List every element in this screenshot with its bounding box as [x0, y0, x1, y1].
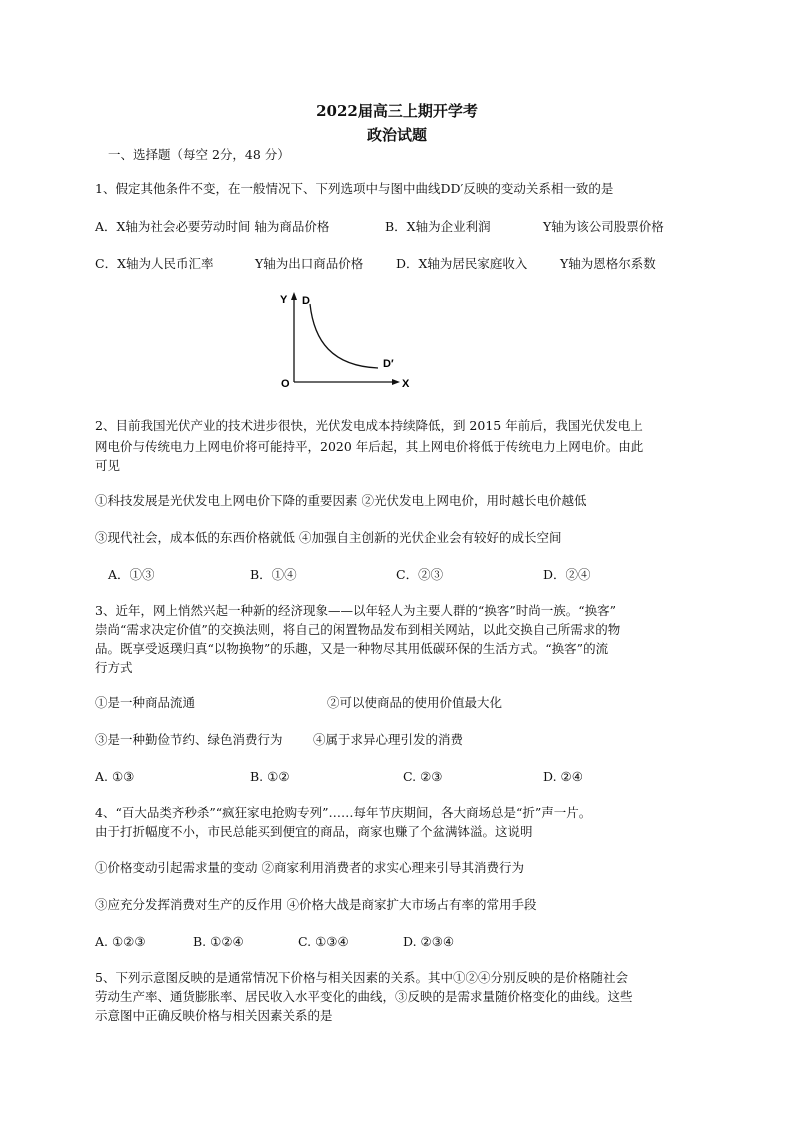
section-heading: 一、选择题（每空 2分，48 分）	[108, 147, 290, 162]
y-axis-label: Y	[280, 294, 288, 306]
question-2-stem-line-3: 可见	[95, 458, 121, 473]
question-4-statement-3-4: ③应充分发挥消费对生产的反作用 ④价格大战是商家扩大市场占有率的常用手段	[95, 897, 537, 912]
question-2-option-d: D．②④	[543, 567, 591, 582]
question-3-option-c: C. ②③	[403, 769, 443, 784]
question-2-option-a: A．①③	[108, 567, 155, 582]
question-3-stem-line-4: 行方式	[95, 660, 133, 675]
dd-curve	[310, 304, 378, 368]
question-4-option-a: A. ①②③	[95, 934, 146, 949]
question-3-stem-line-1: 3、近年，网上悄然兴起一种新的经济现象——以年轻人为主要人群的“换客”时尚一族。“换客”	[95, 603, 617, 618]
question-4-option-d: D. ②③④	[403, 934, 455, 949]
question-3-statement-1: ①是一种商品流通	[95, 695, 196, 710]
question-2-option-c: C．②③	[396, 567, 444, 582]
question-4-option-b: B. ①②④	[193, 934, 244, 949]
question-1-option-c-y: Y轴为出口商品价格	[255, 256, 364, 271]
question-2-statement-1-2: ①科技发展是光伏发电上网电价下降的重要因素 ②光伏发电上网电价，用时越长电价越低	[95, 493, 587, 508]
question-1-option-c: C．X轴为人民币汇率	[95, 256, 214, 271]
question-3-stem-line-2: 崇尚“需求决定价值”的交换法则，将自己的闲置物品发布到相关网站，以此交换自己所需求的物	[95, 622, 621, 637]
question-1-option-d-y: Y轴为恩格尔系数	[560, 256, 656, 271]
question-3-option-a: A. ①③	[95, 769, 135, 784]
question-3-statement-2: ②可以使商品的使用价值最大化	[327, 695, 503, 710]
question-2-stem-line-2: 网电价与传统电力上网电价将可能持平，2020 年后起，其上网电价将低于传统电力上网电价。由此	[95, 439, 644, 454]
curve-end-label: D′	[383, 358, 394, 370]
question-1-stem: 1、假定其他条件不变，在一般情况下、下列选项中与图中曲线DD′反映的变动关系相一致的是	[95, 181, 614, 196]
x-axis-arrow	[392, 379, 400, 385]
curve-start-label: D	[302, 295, 310, 307]
question-2-option-b: B．①④	[250, 567, 297, 582]
question-3-option-d: D. ②④	[543, 769, 583, 784]
x-axis-label: X	[402, 378, 410, 390]
question-2-stem-line-1: 2、目前我国光伏产业的技术进步很快，光伏发电成本持续降低，到 2015 年前后，我国光伏发电上	[95, 418, 643, 433]
question-5-stem-line-1: 5、下列示意图反映的是通常情况下价格与相关因素的关系。其中①②④分别反映的是价格随社会	[95, 970, 628, 985]
question-3-statement-4: ④属于求异心理引发的消费	[313, 732, 464, 747]
question-2-statement-3-4: ③现代社会，成本低的东西价格就低 ④加强自主创新的光伏企业会有较好的成长空间	[95, 530, 562, 545]
question-4-statement-1-2: ①价格变动引起需求量的变动 ②商家利用消费者的求实心理来引导其消费行为	[95, 860, 524, 875]
exam-subtitle: 政治试题	[366, 126, 427, 144]
question-4-option-c: C. ①③④	[298, 934, 349, 949]
y-axis-arrow	[291, 292, 297, 300]
question-1-option-b: B．X轴为企业利润	[385, 219, 491, 234]
question-3-statement-3: ③是一种勤俭节约、绿色消费行为	[95, 732, 283, 747]
dd-curve-graph	[270, 286, 420, 396]
question-3-stem-line-3: 品。既享受返璞归真“以物换物”的乐趣，又是一种物尽其用低碳环保的生活方式。“换客”的流	[95, 641, 609, 656]
origin-label: O	[281, 378, 290, 390]
exam-title: 2022届高三上期开学考	[316, 102, 478, 120]
question-1-option-a: A．X轴为社会必要劳动时间 轴为商品价格	[95, 219, 330, 234]
question-3-option-b: B. ①②	[250, 769, 290, 784]
question-4-stem-line-1: 4、“百大品类齐秒杀”“疯狂家电抢购专列”……每年节庆期间，各大商场总是“折”声一片。	[95, 805, 592, 820]
question-1-option-d: D．X轴为居民家庭收入	[396, 256, 528, 271]
question-5-stem-line-2: 劳动生产率、通货膨胀率、居民收入水平变化的曲线，③反映的是需求量随价格变化的曲线。这些	[95, 989, 633, 1004]
question-5-stem-line-3: 示意图中正确反映价格与相关因素关系的是	[95, 1008, 333, 1023]
question-4-stem-line-2: 由于打折幅度不小，市民总能买到便宜的商品，商家也赚了个盆满钵溢。这说明	[95, 824, 533, 839]
question-1-option-b-y: Y轴为该公司股票价格	[543, 219, 664, 234]
